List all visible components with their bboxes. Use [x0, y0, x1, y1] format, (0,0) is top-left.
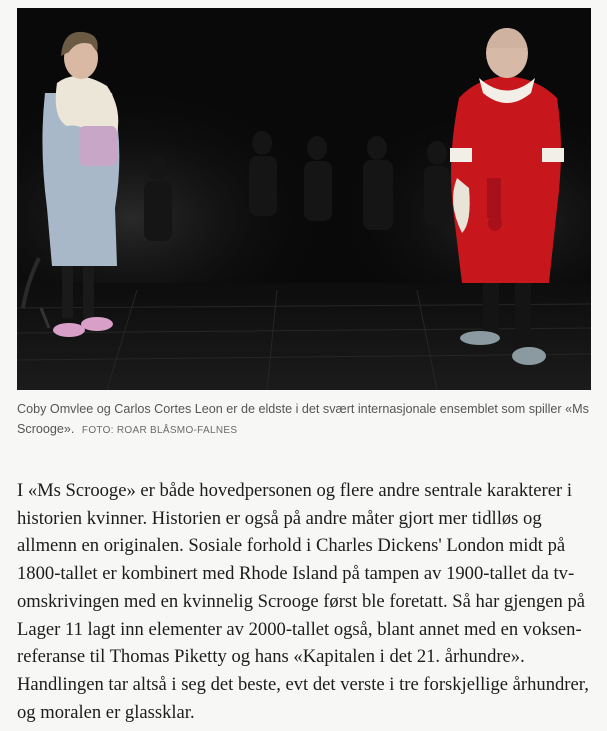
caption-text: Coby Omvlee og Carlos Cortes Leon er de eldste i det svært internasjonale ensemblet som spiller «Ms Scrooge». — [17, 402, 589, 436]
article-paragraph: I «Ms Scrooge» er både hovedpersonen og flere andre sentrale karakterer i historien kvinner. Historien er også på andre måter gjort mer tidlløs og allmenn en originalen. Sosiale forhold i Charles Dickens' London midt på 1800-tallet er kombinert med Rhode Island på tampen av 1900-tallet da tv-omskrivingen med en kvinnelig Scrooge først ble foretatt. Så har gjengen på Lager 11 lagt inn elementer av 2000-tallet også, blant annet med en voksen-referanse til Thomas Piketty og hans «Kapitalen i det 21. århundre». Handlingen tar altså i seg det beste, evt det verste i tre forskjellige århundrer, og moralen er glassklar. — [17, 480, 589, 723]
photo-credit: FOTO: ROAR BLÅSMO-FALNES — [81, 425, 238, 436]
stage-scene — [17, 8, 591, 390]
stage-floor — [17, 283, 591, 390]
photo-caption — [17, 399, 591, 441]
article-photo — [17, 8, 591, 390]
